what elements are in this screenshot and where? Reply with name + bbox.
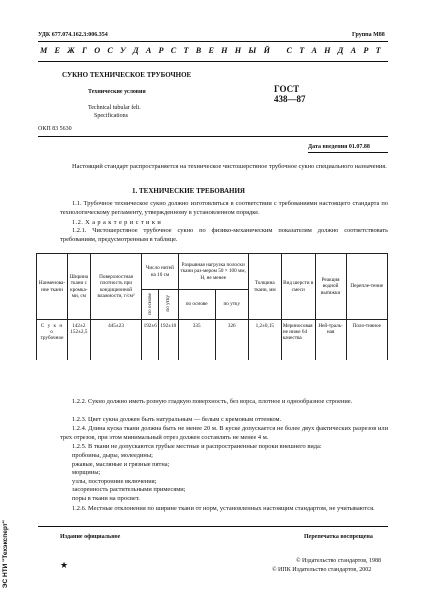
clause-1-1: 1.1. Трубочное техническое сукно должно изготовляться в соответствии с требованиями настоящего стандарта по технологическому регламенту, утвержденному в установленном порядке. <box>60 200 388 216</box>
list-item: пробоины, дыры, молеедины; <box>72 452 153 459</box>
col-header-load: Разрывная нагрузка полоски ткани раз-мером 50 × 100 мм, Н, не менее <box>178 254 248 290</box>
cell-name: С у к н о трубочное <box>37 320 68 360</box>
cell-reaction: Ней-траль-ная <box>315 320 346 360</box>
cell-weave: Поло-тняное <box>346 320 387 360</box>
list-item: морщины; <box>72 469 101 477</box>
reprint-prohibited-label: Перепечатка воспрещена <box>304 534 373 540</box>
col-header-threads: Число нитей на 10 см <box>142 254 178 290</box>
group-code: Группа М88 <box>352 32 385 38</box>
english-title-line1: Technical tubular felt. <box>88 105 141 111</box>
official-edition-label: Издание официальное <box>60 534 121 540</box>
col-header-thickness: Толщина ткани, мм <box>248 254 281 320</box>
col-header-wool: Вид шерсти в смеси <box>281 254 315 320</box>
clause-1-2-6: 1.2.6. Местные отклонения по ширине ткани от норм, установленных настоящим стандартом, не учитываются. <box>72 505 375 512</box>
list-item: засоренность растительными примесями; <box>72 486 186 494</box>
table-row <box>37 320 388 360</box>
section-1-title: 1. ТЕХНИЧЕСКИЕ ТРЕБОВАНИЯ <box>132 187 245 195</box>
cell-width: 142±2 152±2,5 <box>67 320 90 360</box>
cell-load-weft: 326 <box>215 320 248 360</box>
col-header-name: Наименова-ние ткани <box>37 254 68 320</box>
clause-1-2: 1.2. Х а р а к т е р и с т и к и <box>72 219 162 226</box>
col-header-width: Ширина ткани с кромка-ми, см <box>67 254 90 320</box>
specification-table <box>36 253 388 360</box>
col-header-reaction: Реакция водной вытяжки <box>315 254 346 320</box>
udk-code: УДК 677.074.162.3:006.354 <box>38 32 108 38</box>
intro-paragraph: Настоящий стандарт распространяется на техническое чистошерстяное трубочное сукно специального назначения. <box>72 163 387 170</box>
header-rule-top <box>38 41 388 42</box>
cell-wool: Мериносовая не ниже 64 качества <box>281 320 315 360</box>
cell-thickness: 1,2±0,15 <box>248 320 281 360</box>
defects-list <box>72 452 185 504</box>
clause-1-2-4: 1.2.4. Длина куска ткани должна быть не менее 20 м. В куске допускается не более двух фактических разрезов или трех отрезов, при этом минимальный отрез должен составлять не менее 4 м. <box>60 425 388 441</box>
col-header-weave: Перепле-тение <box>346 254 387 320</box>
gost-label: ГОСТ <box>274 84 300 94</box>
clause-1-2-2: 1.2.2. Сукно должно иметь розную гладкую поверхность, без ворса, плотное и однообразное строение. <box>72 398 353 405</box>
cell-threads-base: 192±6 <box>142 320 159 360</box>
cell-density: 445±23 <box>90 320 142 360</box>
title-rule <box>38 136 388 137</box>
sidebar-watermark: ЭС НТИ "Техэксперт" <box>2 520 9 589</box>
clause-1-2-1: 1.2.1. Чистошерстяное трубочное сукно по физико-механическим показателям должно соответствовать требованиям, предусмотренным в таблице. <box>60 227 388 243</box>
list-item: поры в ткани на просвет. <box>72 494 140 502</box>
copyright-1988: © Издательство стандартов, 1988 <box>296 558 382 564</box>
clause-1-2-5: 1.2.5. В ткани не допускаются грубые местные и распространенные пороки внешнего вида: <box>72 443 322 450</box>
document-title: СУКНО ТЕХНИЧЕСКОЕ ТРУБОЧНОЕ <box>62 71 192 79</box>
list-item: ржавые, масляные и грязные пятна; <box>72 460 170 468</box>
cell-threads-weft: 192±10 <box>159 320 178 360</box>
okp-code: ОКП 83 5630 <box>38 126 72 132</box>
col-subheader-load-base: по основе <box>178 290 215 320</box>
star-icon: ★ <box>60 560 69 570</box>
gost-number: 438—87 <box>274 94 306 104</box>
copyright-2002: © ИПК Издательство стандартов, 2002 <box>272 567 372 573</box>
english-title-line2: Specifications <box>94 113 128 119</box>
col-subheader-threads-weft: по утку <box>159 290 178 320</box>
col-subheader-load-weft: по утку <box>215 290 248 320</box>
list-item: узлы, посторонние включения; <box>72 477 157 485</box>
header-rule-bottom <box>38 61 388 62</box>
col-header-density: Поверхностная плотность при кондиционной влажности, г/см² <box>90 254 142 320</box>
col-subheader-threads-base: по основе <box>142 290 159 320</box>
footer-rule <box>38 526 388 527</box>
effective-date: Дата введения 01.07.88 <box>308 144 370 150</box>
document-subtitle: Технические условия <box>88 89 146 95</box>
effective-date-underline <box>308 152 388 153</box>
clause-1-2-3: 1.2.3. Цвет сукна должен быть натуральным — белым с кремовым оттенком. <box>72 416 282 423</box>
cell-load-base: 335 <box>178 320 215 360</box>
standard-banner: М Е Ж Г О С У Д А Р С Т В Е Н Н Ы Й С Т А Н Д А Р Т <box>40 46 384 55</box>
